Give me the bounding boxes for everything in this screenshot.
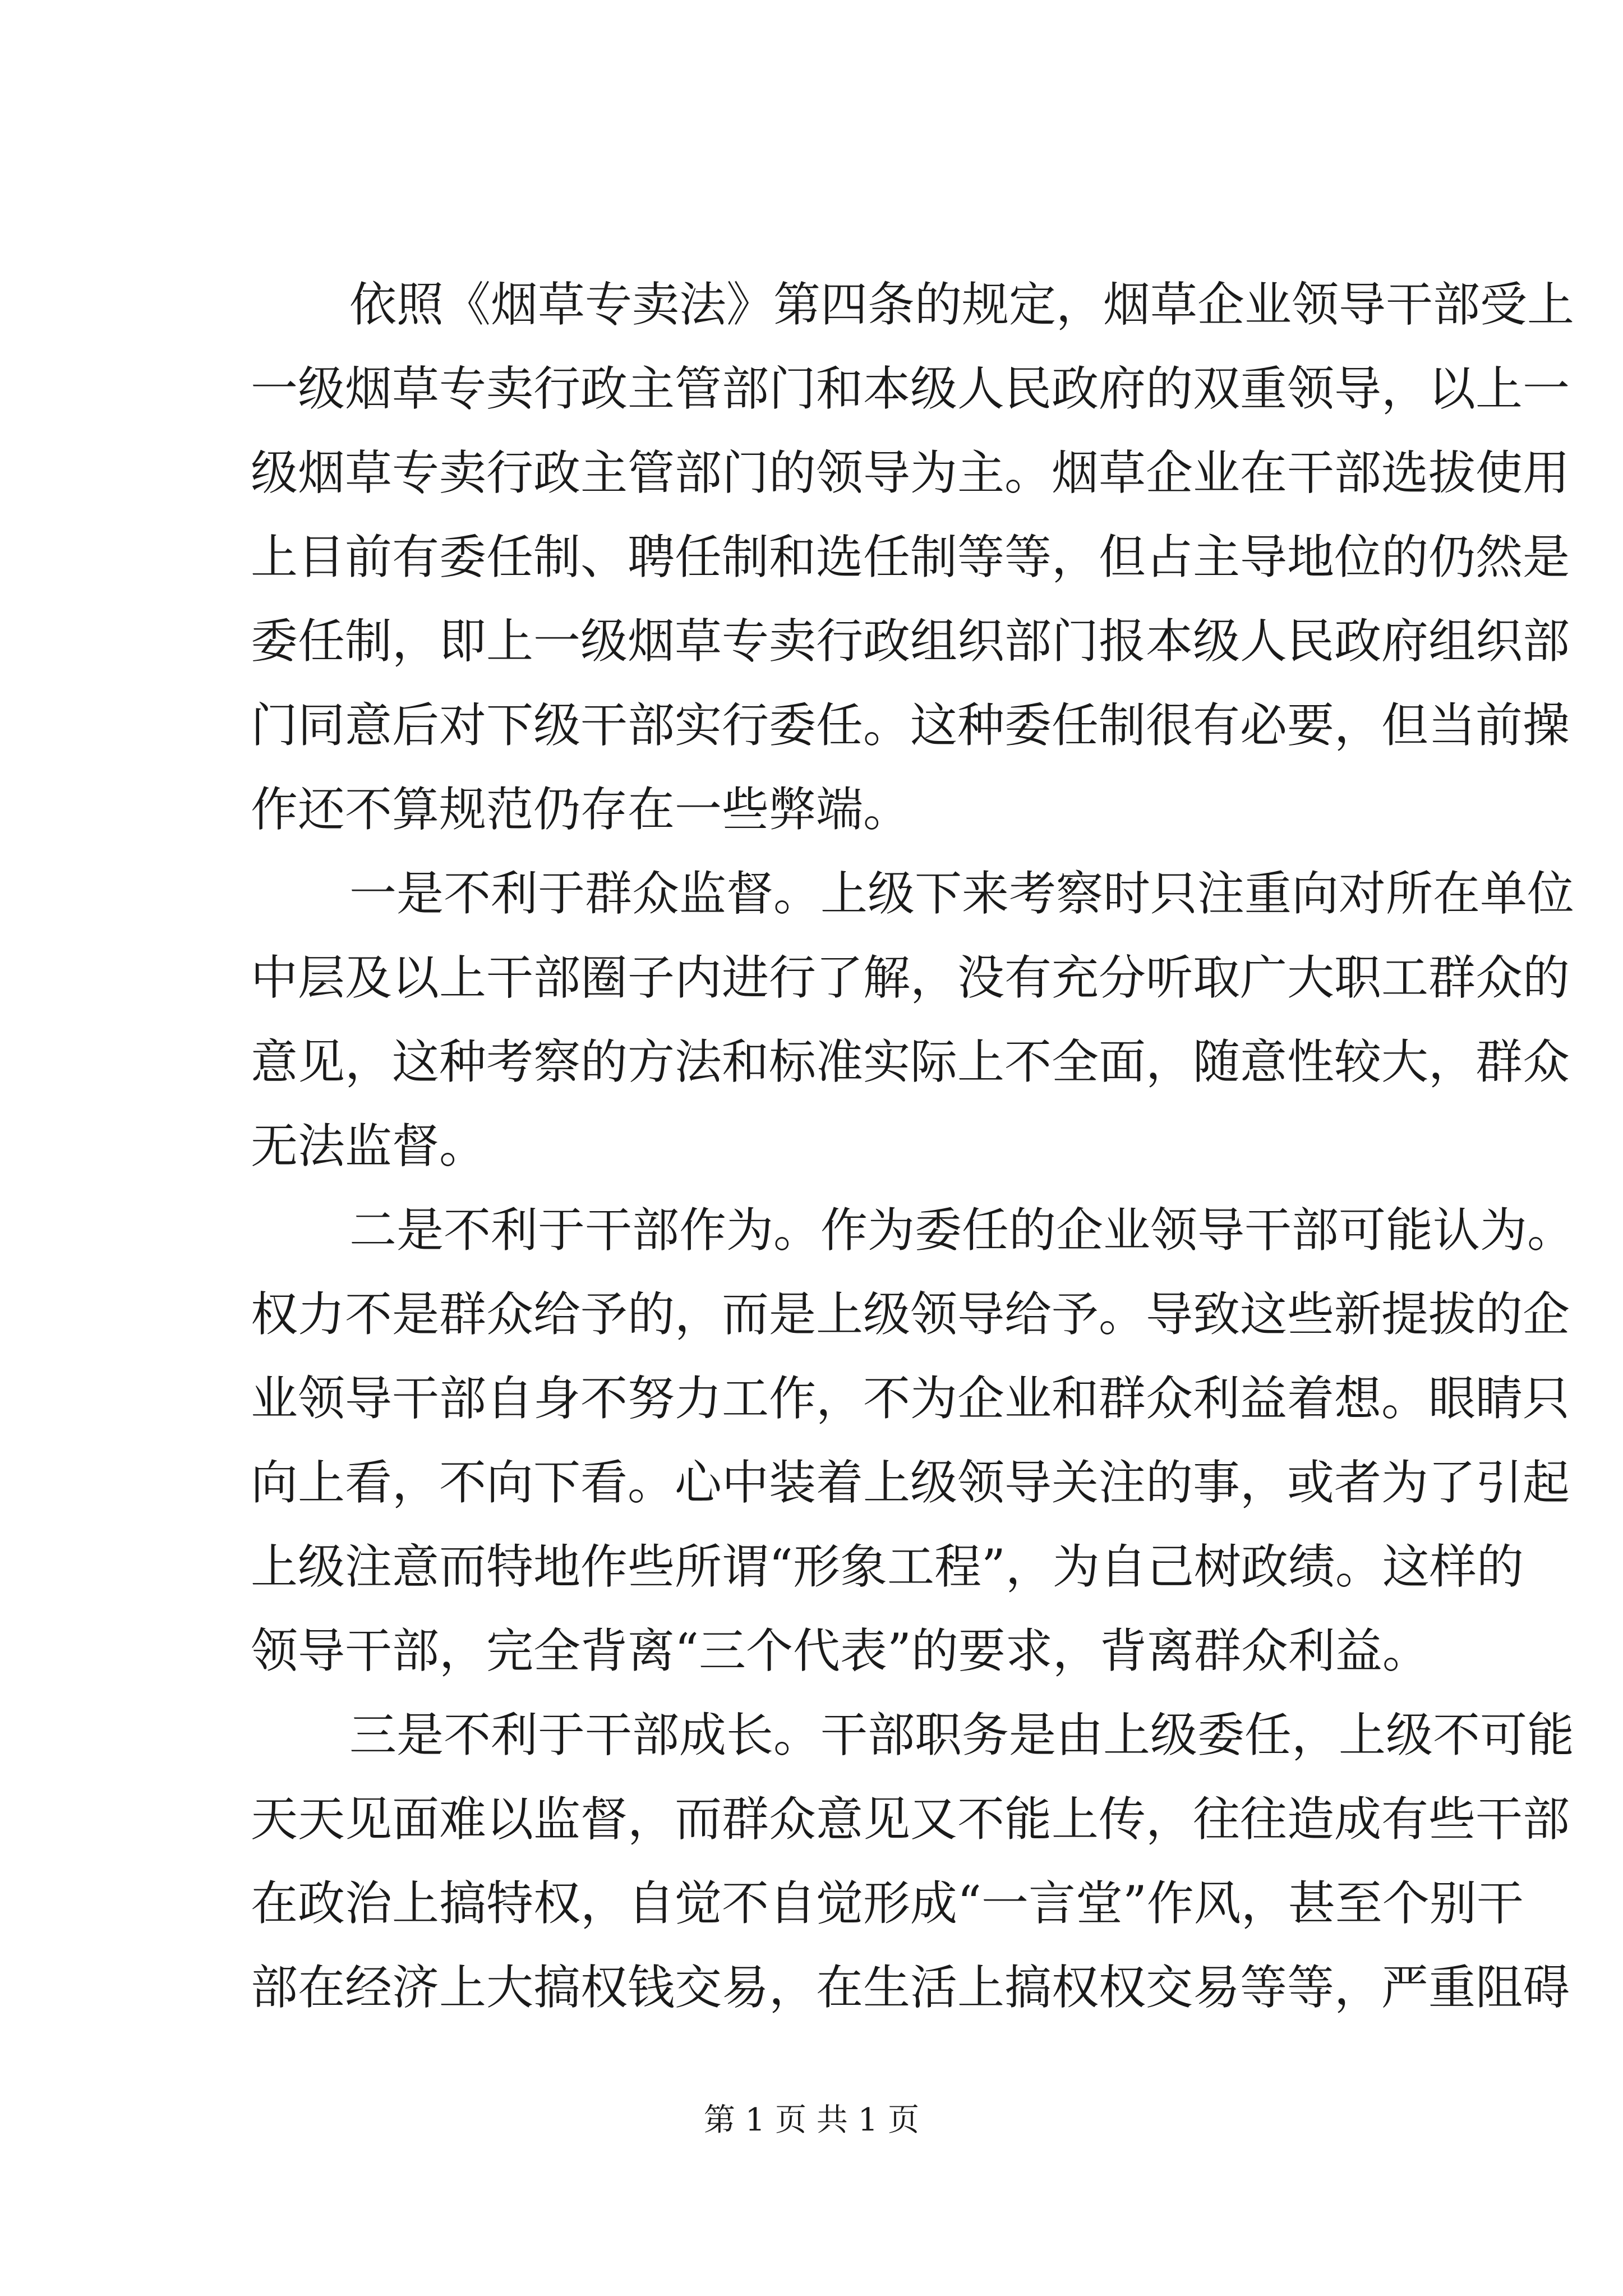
text-line: 在政治上搞特权，自觉不自觉形成“一言堂”作风，甚至个别干	[251, 1876, 1524, 1931]
text-line: 委任制，即上一级烟草专卖行政组织部门报本级人民政府组织部	[251, 614, 1570, 669]
text-line: 领导干部，完全背离“三个代表”的要求，背离群众利益。	[251, 1623, 1430, 1678]
text-line: 业领导干部自身不努力工作，不为企业和群众利益着想。眼睛只	[251, 1371, 1570, 1426]
text-line: 上级注意而特地作些所谓“形象工程”，为自己树政绩。这样的	[251, 1539, 1524, 1594]
text-line: 级烟草专卖行政主管部门的领导为主。烟草企业在干部选拔使用	[251, 445, 1570, 500]
text-line: 作还不算规范仍存在一些弊端。	[251, 782, 911, 837]
text-line: 部在经济上大搞权钱交易，在生活上搞权权交易等等，严重阻碍	[251, 1960, 1570, 2015]
text-line: 天天见面难以监督，而群众意见又不能上传，往往造成有些干部	[251, 1792, 1570, 1847]
text-line: 向上看，不向下看。心中装着上级领导关注的事，或者为了引起	[251, 1455, 1570, 1510]
text-line: 上目前有委任制、聘任制和选任制等等，但占主导地位的仍然是	[251, 530, 1570, 585]
text-line: 门同意后对下级干部实行委任。这种委任制很有必要，但当前操	[251, 698, 1570, 753]
text-line: 无法监督。	[251, 1119, 487, 1174]
text-line: 依照《烟草专卖法》第四条的规定，烟草企业领导干部受上	[349, 277, 1575, 332]
text-line: 二是不利于干部作为。作为委任的企业领导干部可能认为。	[349, 1203, 1575, 1258]
page-number-footer: 第 1 页 共 1 页	[703, 2102, 920, 2138]
text-line: 中层及以上干部圈子内进行了解，没有充分听取广大职工群众的	[251, 950, 1570, 1005]
text-line: 一级烟草专卖行政主管部门和本级人民政府的双重领导，以上一	[251, 361, 1570, 416]
text-line: 一是不利于群众监督。上级下来考察时只注重向对所在单位	[349, 866, 1575, 921]
text-line: 三是不利于干部成长。干部职务是由上级委任，上级不可能	[349, 1708, 1575, 1763]
text-line: 意见，这种考察的方法和标准实际上不全面，随意性较大，群众	[251, 1034, 1570, 1089]
text-line: 权力不是群众给予的，而是上级领导给予。导致这些新提拔的企	[251, 1287, 1570, 1342]
